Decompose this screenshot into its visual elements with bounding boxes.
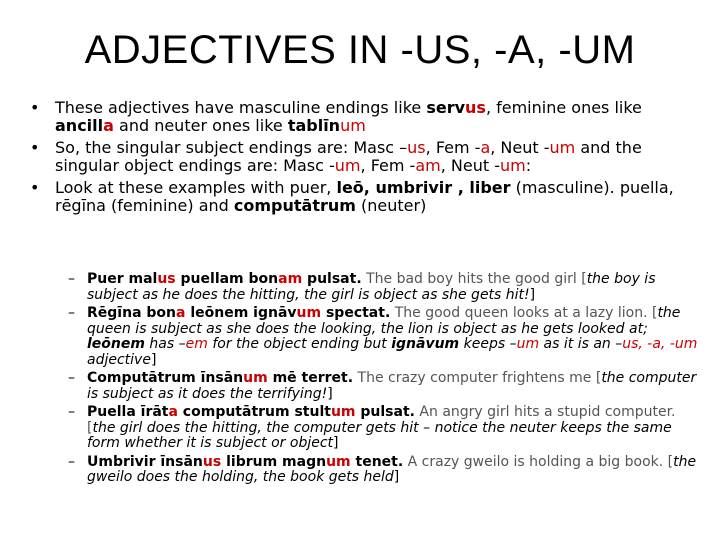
- latin-ending: am: [278, 271, 303, 287]
- dash-icon: –: [68, 404, 75, 420]
- translation: The bad boy hits the good girl [: [361, 271, 587, 287]
- latin-sentence: tenet.: [350, 453, 404, 470]
- note-ending: em: [185, 336, 208, 352]
- translation: An angry girl hits a stupid computer. [: [87, 404, 676, 436]
- latin-ending: us: [407, 138, 426, 157]
- note-ending: um: [516, 336, 540, 352]
- example-item: [68, 306, 700, 368]
- bullet-text: , Neut -: [440, 156, 500, 175]
- latin-word: computātrum: [233, 196, 356, 215]
- note-end: ]: [150, 351, 157, 368]
- latin-stem: tablīn: [287, 116, 341, 135]
- latin-ending: um: [330, 404, 356, 420]
- bullet-text: , Neut -: [490, 138, 550, 157]
- note: has –: [144, 336, 186, 352]
- bullet-text: So, the singular subject endings are: Masc –: [55, 138, 408, 157]
- bullet-text: (neuter): [355, 196, 427, 215]
- bullet-icon: •: [30, 138, 40, 157]
- latin-ending: um: [326, 453, 351, 470]
- note: adjective: [87, 351, 151, 368]
- dash-icon: –: [68, 271, 75, 287]
- bullet-item: [28, 99, 696, 135]
- bullet-list: [28, 99, 696, 219]
- latin-word: puella, rēgīna: [55, 178, 674, 215]
- note-end: ]: [393, 469, 400, 485]
- latin-ending: a: [480, 138, 491, 157]
- latin-sentence: pulsat.: [355, 404, 415, 420]
- bullet-text: :: [525, 156, 532, 175]
- latin-ending: um: [243, 370, 268, 386]
- note: the boy is subject as he does the hitting, the girl is object as she gets hit!: [87, 271, 656, 303]
- bullet-item: [28, 179, 696, 215]
- note: the computer is subject as it does the terrifying!: [87, 370, 697, 402]
- bullet-text: (masculine).: [510, 178, 620, 197]
- latin-ending: um: [334, 156, 361, 175]
- bullet-text: , feminine ones like: [485, 98, 642, 117]
- note: the girl does the hitting, the computer gets hit – notice the neuter keeps the same form whether it is subject or object: [87, 419, 672, 451]
- example-item: [68, 405, 700, 452]
- latin-word: leō, umbrivir , liber: [336, 178, 511, 197]
- latin-sentence: mē terret.: [267, 370, 354, 386]
- dash-icon: –: [68, 305, 75, 321]
- note-ending: us, -a, -um: [622, 336, 698, 352]
- bullet-text: and the singular object endings are: Masc -: [55, 138, 642, 175]
- bullet-icon: •: [30, 98, 40, 117]
- latin-sentence: puellam bon: [175, 271, 279, 287]
- latin-ending: a: [168, 404, 178, 420]
- note-latin: ignāvum: [391, 336, 460, 352]
- latin-sentence: computātrum stult: [177, 404, 331, 420]
- bullet-icon: •: [30, 178, 40, 197]
- note-end: ]: [333, 435, 339, 451]
- note: the gweilo does the holding, the book gets held: [87, 453, 697, 485]
- translation: A crazy gweilo is holding a big book. [: [403, 453, 674, 470]
- latin-ending: a: [103, 116, 114, 135]
- latin-ending: um: [549, 138, 576, 157]
- bullet-text: These adjectives have masculine endings like: [55, 98, 427, 117]
- latin-ending: us: [202, 453, 222, 470]
- latin-sentence: librum magn: [221, 453, 327, 470]
- bullet-text: and neuter ones like: [113, 116, 288, 135]
- latin-sentence: Computātrum īnsān: [87, 370, 244, 386]
- latin-sentence: Puella īrāt: [87, 404, 169, 420]
- latin-ending: um: [499, 156, 526, 175]
- latin-stem: serv: [426, 98, 466, 117]
- note: the queen is subject as she does the looking, the lion is object as he gets looked at;: [87, 305, 681, 337]
- translation: The good queen looks at a lazy lion. [: [390, 305, 658, 321]
- latin-sentence: spectat.: [321, 305, 391, 321]
- example-item: [68, 455, 700, 486]
- latin-sentence: leōnem ignāv: [185, 305, 297, 321]
- latin-sentence: Puer mal: [87, 271, 158, 287]
- latin-sentence: Rēgīna bon: [87, 305, 176, 321]
- latin-stem: ancill: [55, 116, 104, 135]
- note-latin: leōnem: [87, 336, 145, 352]
- bullet-text: Look at these examples with puer,: [55, 178, 337, 197]
- bullet-item: [28, 139, 696, 175]
- example-item: [68, 272, 700, 303]
- note: as it is an –: [539, 336, 623, 352]
- example-list: [68, 272, 700, 489]
- latin-ending: us: [157, 271, 176, 287]
- dash-icon: –: [68, 370, 75, 386]
- latin-sentence: pulsat.: [302, 271, 362, 287]
- latin-ending: um: [296, 305, 322, 321]
- note: keeps –: [459, 336, 517, 352]
- latin-ending: um: [340, 116, 366, 135]
- note-end: ]: [529, 286, 536, 303]
- bullet-text: , Fem -: [425, 138, 481, 157]
- latin-ending: am: [415, 156, 441, 175]
- latin-ending: a: [176, 305, 186, 321]
- bullet-text: (feminine) and: [105, 196, 234, 215]
- latin-ending: us: [465, 98, 486, 117]
- bullet-text: , Fem -: [360, 156, 416, 175]
- slide-title: ADJECTIVES IN -US, -A, -UM: [84, 28, 636, 72]
- note: for the object ending but: [207, 336, 392, 352]
- dash-icon: –: [68, 453, 75, 470]
- translation: The crazy computer frightens me [: [353, 370, 602, 386]
- latin-sentence: Umbrivir īnsān: [87, 453, 203, 470]
- note-end: ]: [327, 385, 333, 402]
- example-item: [68, 371, 700, 402]
